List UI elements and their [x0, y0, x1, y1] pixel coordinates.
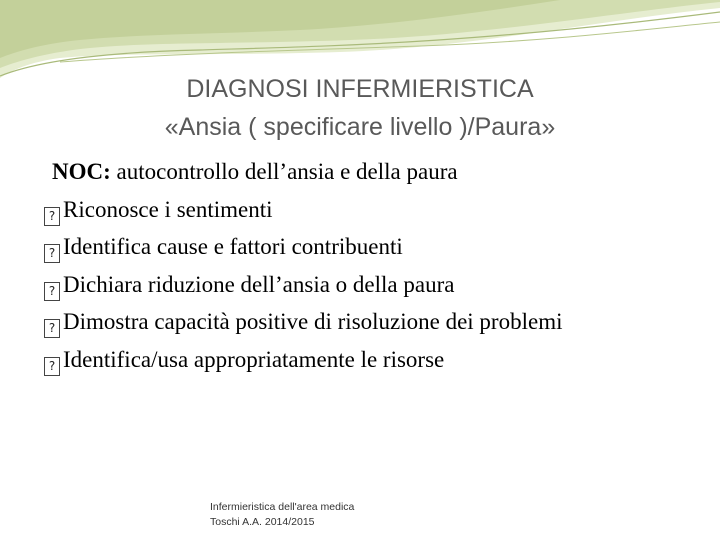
list-item: [44, 228, 704, 266]
list-item-text: Identifica cause e fattori contribuenti: [63, 234, 403, 259]
noc-line: [44, 153, 704, 191]
noc-text: autocontrollo dell’ansia e della paura: [110, 159, 458, 184]
list-item: [44, 266, 704, 304]
list-item-text: Dimostra capacità positive di risoluzione dei problemi: [63, 309, 563, 334]
noc-label: NOC:: [52, 159, 111, 184]
list-item-text: Identifica/usa appropriatamente le risorse: [63, 346, 445, 372]
list-item: [44, 341, 704, 379]
list-item: [44, 191, 704, 229]
footer-course: Infermieristica dell'area medica: [210, 501, 355, 513]
missing-glyph-bullet-icon: ?: [44, 282, 60, 301]
list-item-text: Riconosce i sentimenti: [63, 196, 273, 222]
missing-glyph-bullet-icon: ?: [44, 244, 60, 263]
footer-author-year: Toschi A.A. 2014/2015: [210, 516, 315, 528]
list-item: [44, 303, 704, 341]
slide-footer: [210, 500, 354, 530]
slide-body: [44, 153, 704, 378]
missing-glyph-bullet-icon: ?: [44, 357, 60, 376]
list-item-text: Dichiara riduzione dell’ansia o della paura: [63, 271, 455, 297]
missing-glyph-bullet-icon: ?: [44, 207, 60, 226]
slide-title-line1: DIAGNOSI INFERMIERISTICA: [186, 75, 534, 103]
missing-glyph-bullet-icon: ?: [44, 319, 60, 338]
slide-title-line2: «Ansia ( specificare livello )/Paura»: [164, 113, 556, 141]
